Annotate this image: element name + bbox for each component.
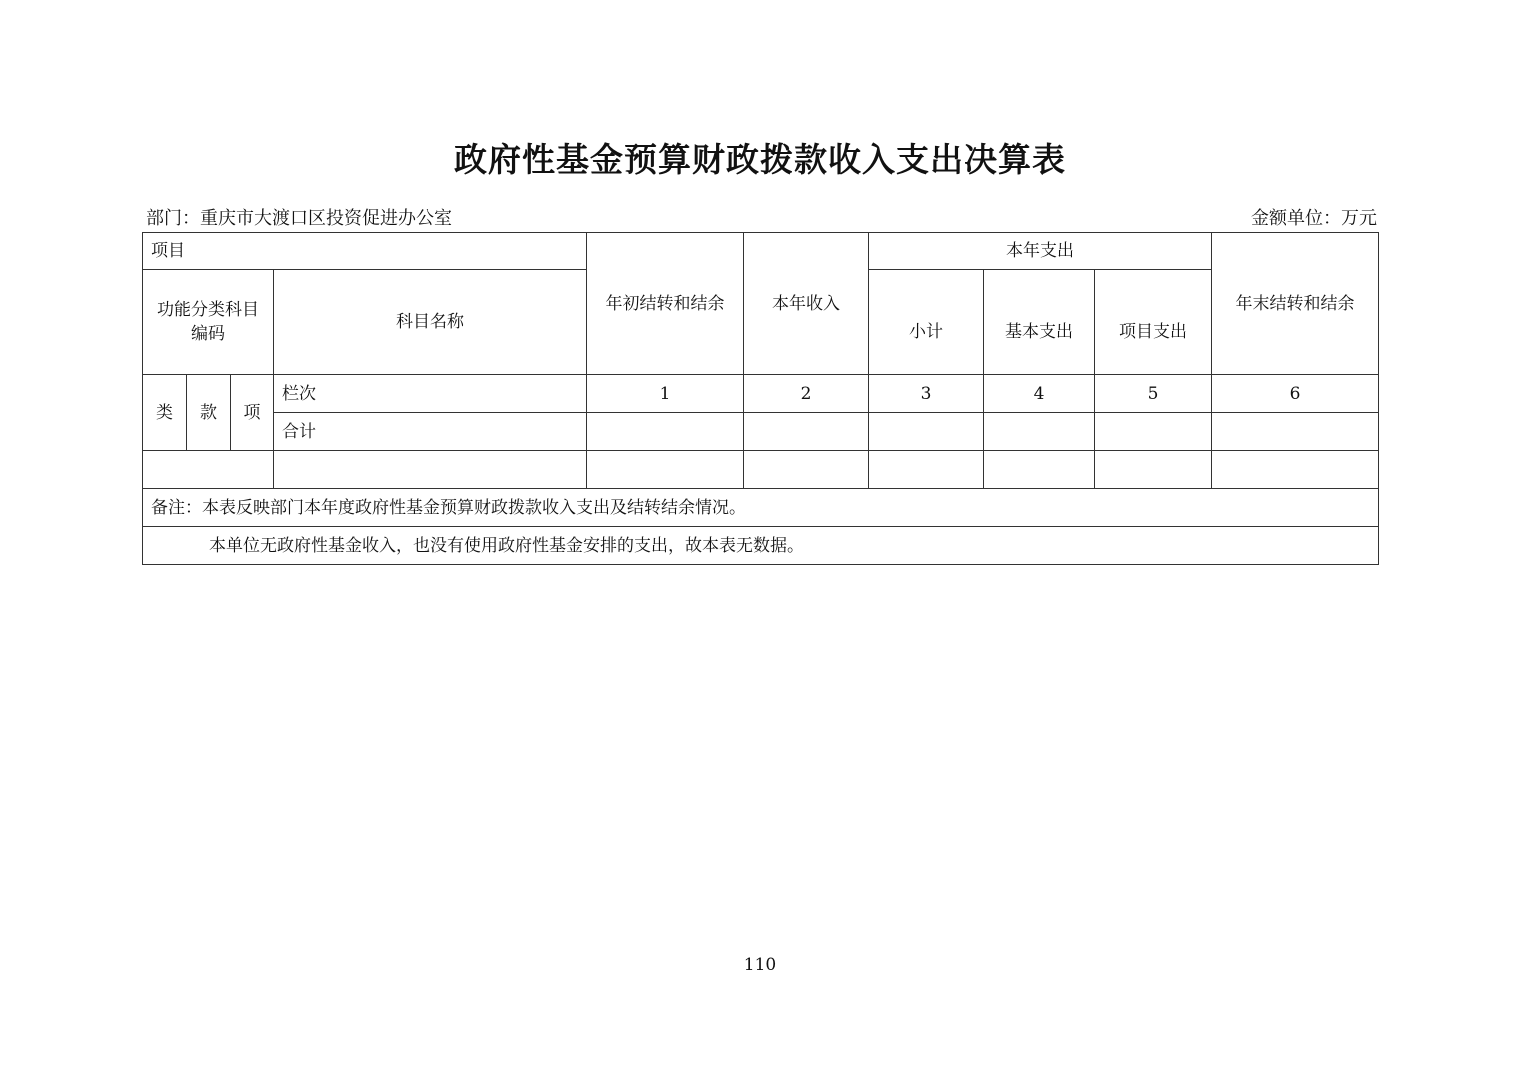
column-number-1: 1	[587, 375, 744, 413]
header-func-code: 功能分类科目编码	[143, 270, 274, 375]
header-subtotal: 小计	[869, 270, 984, 375]
header-xiang: 项	[231, 375, 274, 451]
empty-cell	[274, 451, 587, 489]
header-current-income: 本年收入	[744, 233, 869, 375]
column-number-label: 栏次	[274, 375, 587, 413]
header-project-expense: 项目支出	[1095, 270, 1212, 375]
total-label: 合计	[274, 413, 587, 451]
header-end-balance: 年末结转和结余	[1212, 233, 1379, 375]
empty-cell	[1212, 451, 1379, 489]
header-current-expense: 本年支出	[869, 233, 1212, 270]
total-cell	[1212, 413, 1379, 451]
column-number-row	[143, 375, 1379, 413]
header-lei: 类	[143, 375, 187, 451]
total-row	[143, 413, 1379, 451]
header-begin-balance: 年初结转和结余	[587, 233, 744, 375]
column-number-4: 4	[984, 375, 1095, 413]
total-cell	[1095, 413, 1212, 451]
page-title: 政府性基金预算财政拨款收入支出决算表	[454, 140, 1066, 179]
column-number-3: 3	[869, 375, 984, 413]
empty-cell	[984, 451, 1095, 489]
total-cell	[587, 413, 744, 451]
empty-cell	[744, 451, 869, 489]
note-row-1	[143, 489, 1379, 527]
empty-cell	[587, 451, 744, 489]
header-kuan: 款	[187, 375, 231, 451]
note-row-2	[143, 527, 1379, 565]
total-cell	[869, 413, 984, 451]
header-subject-name: 科目名称	[274, 270, 587, 375]
header-basic-expense: 基本支出	[984, 270, 1095, 375]
empty-cell	[1095, 451, 1212, 489]
header-row-1	[143, 233, 1379, 270]
note-text-1: 备注：本表反映部门本年度政府性基金预算财政拨款收入支出及结转结余情况。	[143, 489, 1379, 527]
column-number-2: 2	[744, 375, 869, 413]
page-number: 110	[743, 955, 777, 975]
budget-table	[142, 232, 1379, 565]
empty-cell	[143, 451, 274, 489]
column-number-5: 5	[1095, 375, 1212, 413]
total-cell	[744, 413, 869, 451]
total-cell	[984, 413, 1095, 451]
empty-cell	[869, 451, 984, 489]
column-number-6: 6	[1212, 375, 1379, 413]
header-project: 项目	[143, 233, 587, 270]
note-text-2: 本单位无政府性基金收入，也没有使用政府性基金安排的支出，故本表无数据。	[143, 527, 1379, 565]
department-label: 部门：重庆市大渡口区投资促进办公室	[146, 208, 452, 229]
empty-row	[143, 451, 1379, 489]
unit-label: 金额单位：万元	[1251, 208, 1377, 229]
